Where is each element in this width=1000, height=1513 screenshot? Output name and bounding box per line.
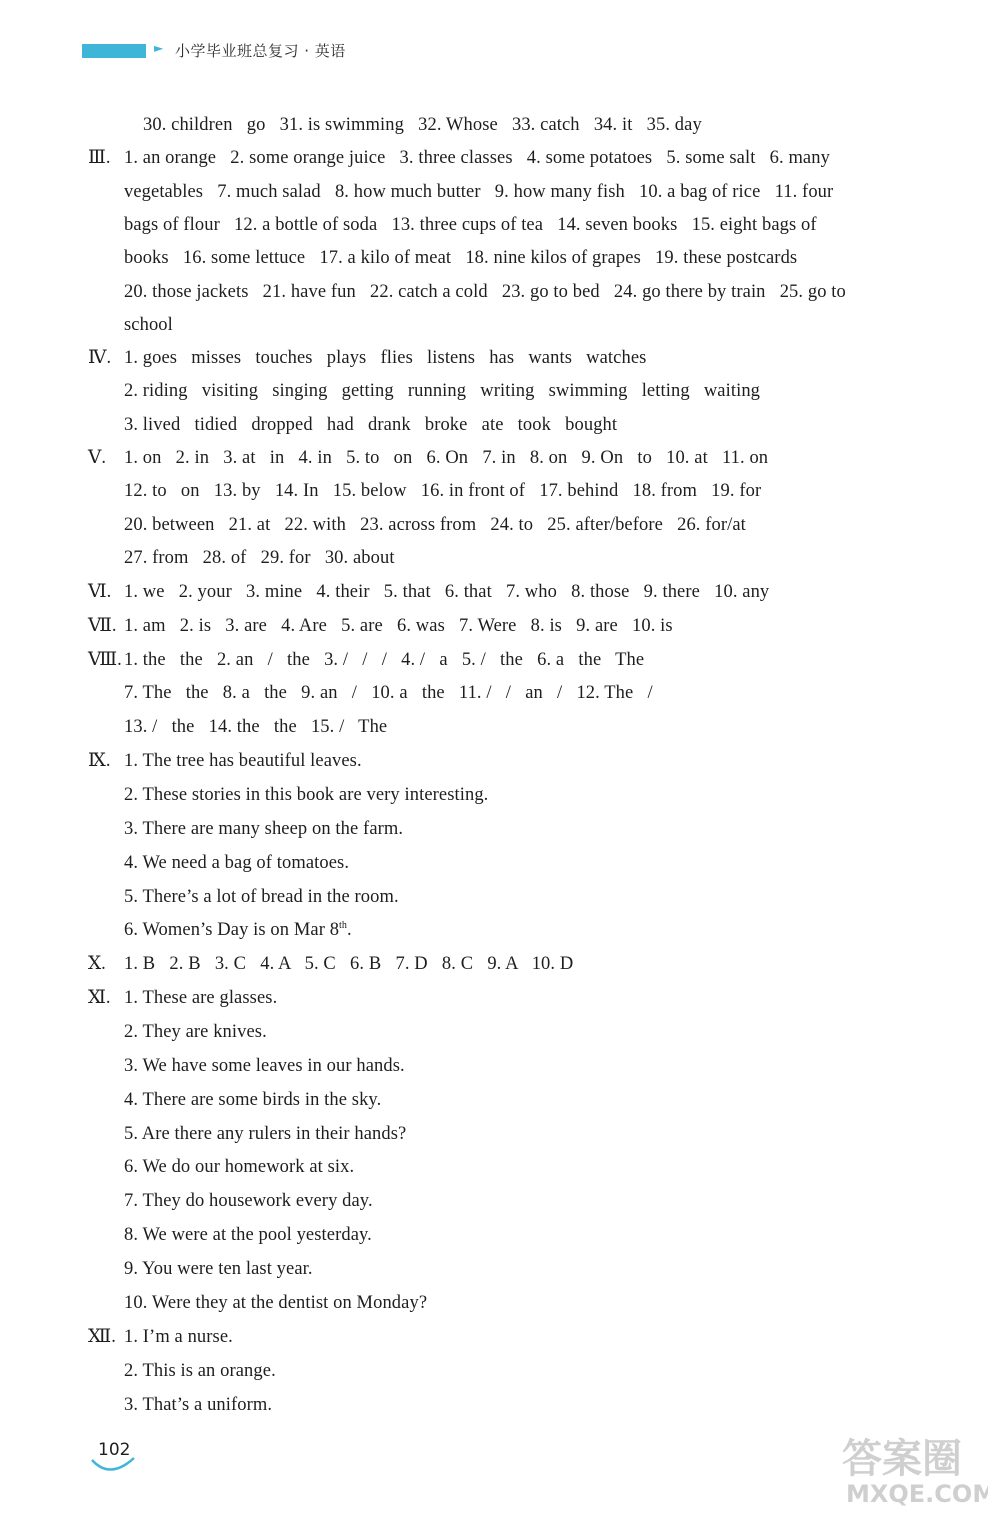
answer-line: 4. We need a bag of tomatoes. — [124, 853, 350, 873]
answer-line: 2. They are knives. — [124, 1022, 267, 1042]
answer-line: 5. There’s a lot of bread in the room. — [124, 887, 399, 907]
answer-line: 7. They do housework every day. — [124, 1191, 373, 1211]
answer-line: 7. The the 8. a the 9. an / 10. a the 11. / / an / 12. The / — [124, 683, 653, 703]
answer-line: 8. We were at the pool yesterday. — [124, 1225, 372, 1245]
answer-line: 1. I’m a nurse. — [124, 1327, 233, 1347]
answer-line: 1. the the 2. an / the 3. / / / 4. / a 5. / the 6. a the The — [124, 650, 645, 670]
header-title: 小学毕业班总复习 · 英语 — [175, 42, 346, 60]
page-number: 102 — [98, 1440, 131, 1460]
answer-line: 12. to on 13. by 14. In 15. below 16. in front of 17. behind 18. from 19. for — [124, 481, 762, 501]
answer-line: 3. That’s a uniform. — [124, 1395, 273, 1415]
answer-line: 30. children go 31. is swimming 32. Whose 33. catch 34. it 35. day — [143, 115, 702, 135]
answer-line — [124, 915, 352, 945]
section-numeral-11: Ⅺ. — [88, 988, 111, 1008]
answer-line: 1. B 2. B 3. C 4. A 5. C 6. B 7. D 8. C 9. A 10. D — [124, 954, 574, 974]
section-numeral-3: Ⅲ. — [88, 148, 111, 168]
answer-line: 1. These are glasses. — [124, 988, 278, 1008]
answer-line: vegetables 7. much salad 8. how much butter 9. how many fish 10. a bag of rice 11. four — [124, 182, 834, 202]
section-numeral-12: Ⅻ. — [88, 1327, 116, 1347]
answer-text: . — [347, 920, 352, 940]
answer-line: bags of flour 12. a bottle of soda 13. three cups of tea 14. seven books 15. eight bags of — [124, 215, 817, 235]
answer-line: 3. There are many sheep on the farm. — [124, 819, 404, 839]
svg-text:答案圈: 答案圈 — [842, 1436, 962, 1482]
answer-line: 2. riding visiting singing getting running writing swimming letting waiting — [124, 381, 761, 401]
section-numeral-4: Ⅳ. — [88, 348, 112, 368]
svg-text:MXQE.COM: MXQE.COM — [846, 1480, 988, 1508]
answer-text: 6. Women’s Day is on Mar 8 — [124, 920, 340, 940]
answer-line: books 16. some lettuce 17. a kilo of meat 18. nine kilos of grapes 19. these postcards — [124, 248, 798, 268]
answer-line: 1. am 2. is 3. are 4. Are 5. are 6. was 7. Were 8. is 9. are 10. is — [124, 616, 673, 636]
answer-line: 10. Were they at the dentist on Monday? — [124, 1293, 428, 1313]
answer-line: 6. We do our homework at six. — [124, 1157, 355, 1177]
answer-line: 1. goes misses touches plays flies listens has wants watches — [124, 348, 647, 368]
page-number-badge — [88, 1436, 140, 1476]
answer-line: 1. The tree has beautiful leaves. — [124, 751, 362, 771]
watermark-logo — [838, 1420, 988, 1508]
section-numeral-7: Ⅶ. — [88, 616, 117, 636]
section-numeral-10: Ⅹ. — [88, 954, 106, 974]
answer-line: 4. There are some birds in the sky. — [124, 1090, 382, 1110]
superscript: th — [339, 919, 348, 931]
answer-line: 1. on 2. in 3. at in 4. in 5. to on 6. On 7. in 8. on 9. On to 10. at 11. on — [124, 448, 769, 468]
answer-line: school — [124, 315, 173, 335]
answer-line: 27. from 28. of 29. for 30. about — [124, 548, 395, 568]
header-color-bar — [82, 44, 146, 58]
answer-line: 13. / the 14. the the 15. / The — [124, 717, 388, 737]
answer-line: 20. those jackets 21. have fun 22. catch a cold 23. go to bed 24. go there by train 25. go to — [124, 282, 846, 302]
section-numeral-9: Ⅸ. — [88, 751, 111, 771]
answer-line: 9. You were ten last year. — [124, 1259, 313, 1279]
answer-line: 3. lived tidied dropped had drank broke ate took bought — [124, 415, 618, 435]
answer-line: 20. between 21. at 22. with 23. across from 24. to 25. after/before 26. for/at — [124, 515, 746, 535]
answer-line: 1. an orange 2. some orange juice 3. three classes 4. some potatoes 5. some salt 6. many — [124, 148, 830, 168]
section-numeral-8: Ⅷ. — [88, 650, 122, 670]
answer-line: 5. Are there any rulers in their hands? — [124, 1124, 407, 1144]
section-numeral-6: Ⅵ. — [88, 582, 112, 602]
section-numeral-5: Ⅴ. — [88, 448, 106, 468]
answer-line: 2. These stories in this book are very interesting. — [124, 785, 489, 805]
answer-line: 1. we 2. your 3. mine 4. their 5. that 6. that 7. who 8. those 9. there 10. any — [124, 582, 770, 602]
header-arrow-icon: ► — [154, 41, 164, 55]
answer-line: 2. This is an orange. — [124, 1361, 276, 1381]
answer-line: 3. We have some leaves in our hands. — [124, 1056, 405, 1076]
